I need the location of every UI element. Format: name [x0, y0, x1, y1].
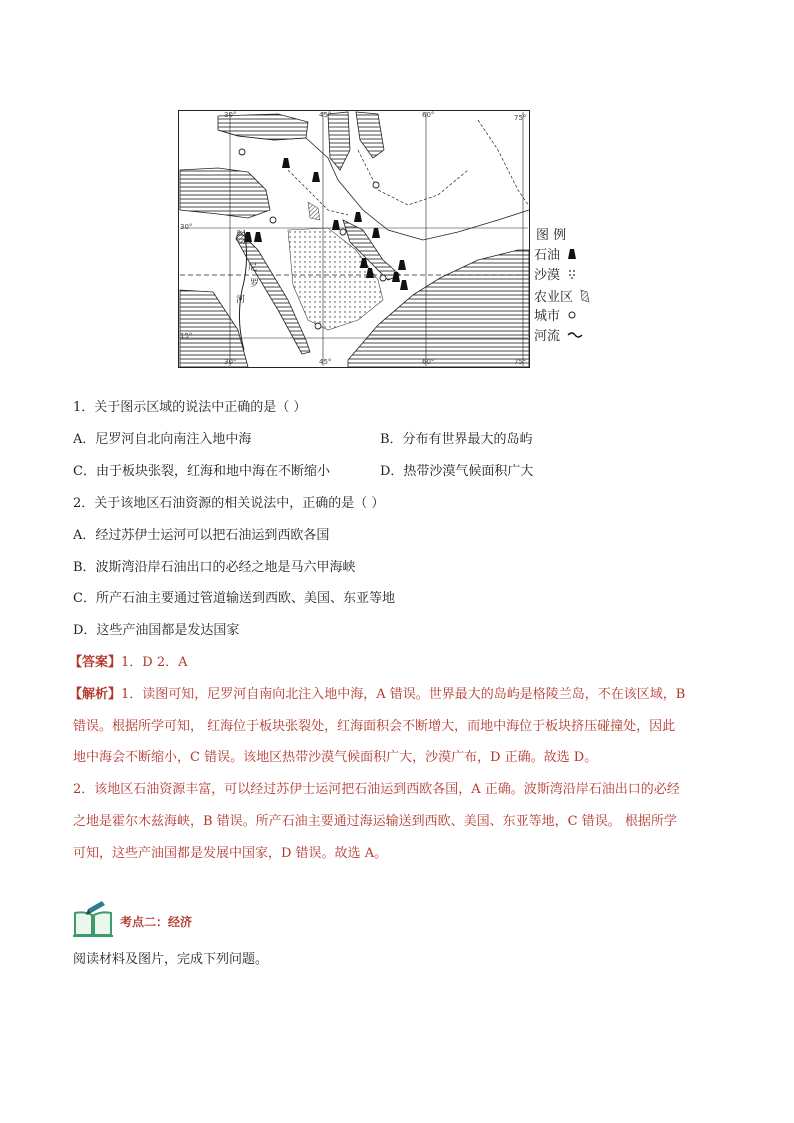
middle-east-map: [178, 110, 530, 368]
question-2-option-d: D．这些产油国都是发达国家: [73, 623, 240, 638]
desert-icon: [567, 268, 577, 280]
agriculture-icon: [580, 289, 590, 303]
question-2-option-c: C．所产石油主要通过管道输送到西欧、美国、东亚等地: [73, 591, 395, 606]
instruction-text: 阅读材料及图片，完成下列问题。: [73, 952, 269, 967]
book-pencil-icon: [72, 899, 114, 939]
lon-tick-top: 30°: [224, 111, 237, 119]
legend-item-agriculture: 农业区: [534, 289, 590, 306]
question-1-stem: 1．关于图示区域的说法中正确的是（ ）: [73, 400, 307, 415]
analysis-line-6: 可知，这些产油国都是发展中国家，D 错误。故选 A。: [73, 846, 388, 861]
lon-tick-bottom: 60°: [422, 358, 435, 366]
lat-tick: 15°: [180, 332, 193, 340]
river-label-char: 罗: [250, 279, 260, 289]
question-2-option-a: A．经过苏伊士运河可以把石油运到西欧各国: [73, 528, 330, 543]
lon-tick-top: 45°: [319, 111, 332, 119]
answer-text: 1．D 2．A: [121, 655, 188, 670]
analysis-label: 【解析】: [69, 687, 122, 702]
analysis-line-1: 【解析】1．读图可知，尼罗河自南向北注入地中海，A 错误。世界最大的岛屿是格陵兰岛，不在该区域，B: [69, 687, 686, 702]
map-graphic: [178, 110, 530, 368]
lon-tick-top: 60°: [422, 111, 435, 119]
section-title: 考点二：经济: [120, 915, 193, 929]
question-1-option-b: B．分布有世界最大的岛屿: [380, 432, 533, 447]
city-icon: [567, 309, 577, 321]
oil-icon: [567, 248, 577, 260]
answer-line: [69, 654, 188, 672]
legend-item-city: 城市: [534, 309, 577, 325]
river-icon: [567, 329, 583, 341]
lon-tick-bottom: 45°: [319, 358, 332, 366]
lat-tick: 30°: [180, 223, 193, 231]
lon-tick-bottom: 30°: [224, 358, 237, 366]
river-label-char: 尼: [248, 263, 258, 273]
analysis-line-4: 2．该地区石油资源丰富，可以经过苏伊士运河把石油运到西欧各国，A 正确。波斯湾沿岸石油出口的必经: [73, 782, 680, 797]
legend-item-oil: 石油: [534, 248, 577, 264]
section-header: [72, 899, 193, 943]
question-1-option-d: D．热带沙漠气候面积广大: [380, 464, 534, 479]
analysis-line-2: 错误。根据所学可知， 红海位于板块张裂处，红海面积会不断增大，而地中海位于板块挤压碰撞处，因此: [73, 719, 676, 734]
river-label-char: 河: [236, 295, 246, 305]
question-1-option-a: A．尼罗河自北向南注入地中海: [73, 432, 252, 447]
question-2-option-b: B．波斯湾沿岸石油出口的必经之地是马六甲海峡: [73, 560, 356, 575]
legend-item-river: 河流: [534, 329, 583, 345]
question-1-option-c: C．由于板块张裂，红海和地中海在不断缩小: [73, 464, 330, 479]
analysis-line-5: 之地是霍尔木兹海峡，B 错误。所产石油主要通过海运输送到西欧、美国、东亚等地，C 错误。 根据所学: [73, 814, 677, 829]
legend-title: 图 例: [536, 228, 567, 243]
lon-tick-top: 75°: [514, 114, 527, 122]
lon-tick-bottom: 75°: [514, 358, 527, 366]
question-2-stem: 2．关于该地区石油资源的相关说法中，正确的是（ ）: [73, 496, 385, 511]
legend-item-desert: 沙漠: [534, 268, 577, 284]
analysis-line-3: 地中海会不断缩小，C 错误。该地区热带沙漠气候面积广大，沙漠广布，D 正确。故选 D。: [73, 750, 598, 765]
answer-label: 【答案】: [69, 655, 122, 670]
